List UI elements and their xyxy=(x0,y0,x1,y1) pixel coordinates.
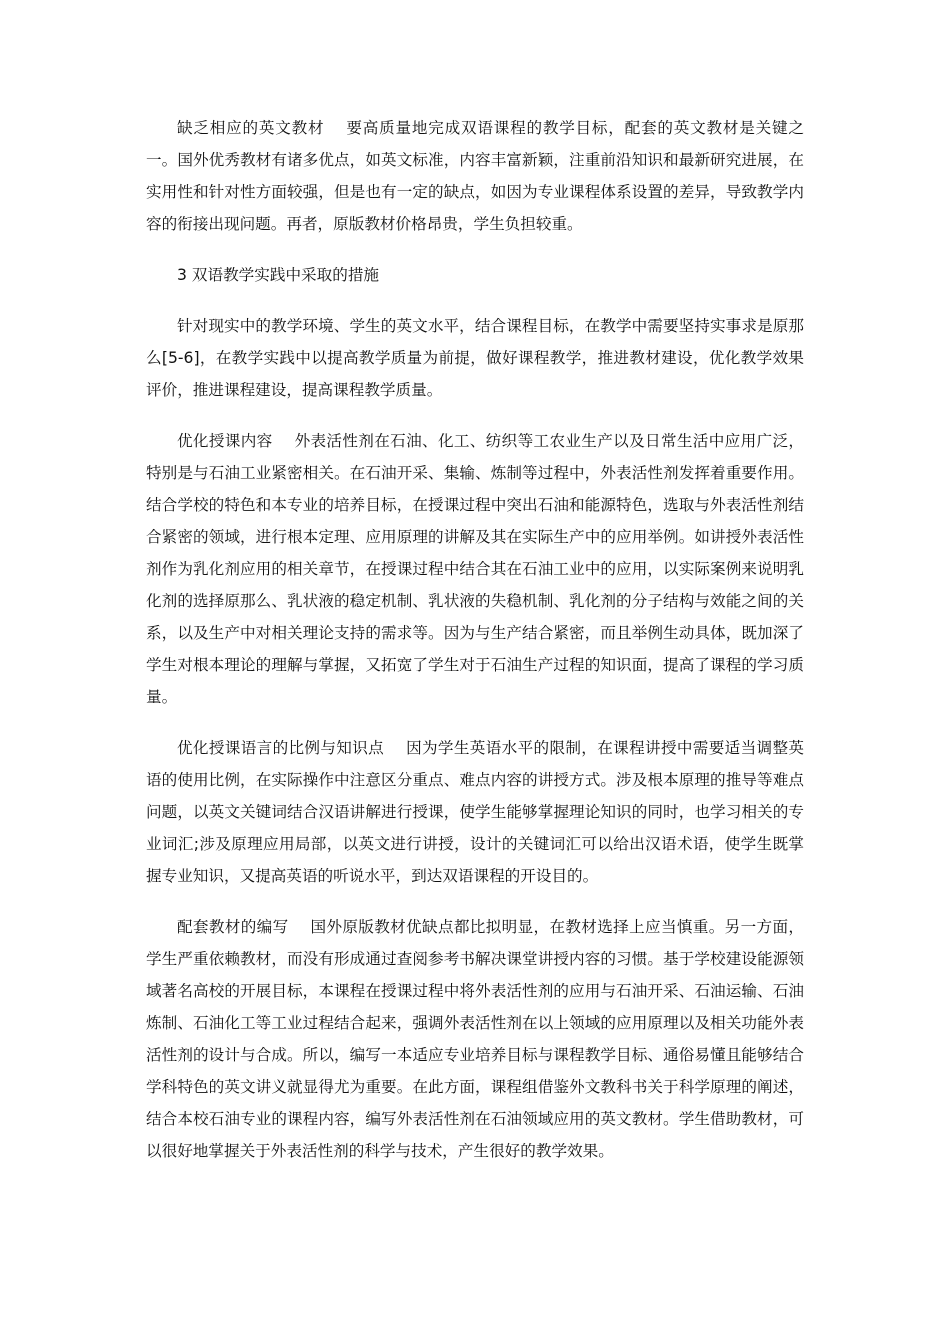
paragraph-text: 外表活性剂在石油、化工、纺织等工农业生产以及日常生活中应用广泛，特别是与石油工业紧密相关。在石油开采、集输、炼制等过程中，外表活性剂发挥着重要作用。结合学校的特色和本专业的培养目标，在授课过程中突出石油和能源特色，选取与外表活性剂结合紧密的领域，进行根本定理、应用原理的讲解及其在实际生产中的应用举例。如讲授外表活性剂作为乳化剂应用的相关章节，在授课过程中结合其在石油工业中的应用，以实际案例来说明乳化剂的选择原那么、乳状液的稳定机制、乳状液的失稳机制、乳化剂的分子结构与效能之间的关系，以及生产中对相关理论支持的需求等。因为与生产结合紧密，而且举例生动具体，既加深了学生对根本理论的理解与掌握，又拓宽了学生对于石油生产过程的知识面，提高了课程的学习质量。 xyxy=(146,432,804,706)
paragraph-lead-title: 配套教材的编写 xyxy=(177,918,289,936)
paragraph-text: 要高质量地完成双语课程的教学目标，配套的英文教材是关键之一。国外优秀教材有诸多优点，如英文标准，内容丰富新颖，注重前沿知识和最新研究进展，在实用性和针对性方面较强，但是也有一定的缺点，如因为专业课程体系设置的差异，导致教学内容的衔接出现问题。再者，原版教材价格昂贵，学生负担较重。 xyxy=(146,119,804,233)
paragraph-optimize-content xyxy=(146,425,804,713)
paragraph-textbook-compilation xyxy=(146,911,804,1167)
paragraph-measures-intro xyxy=(146,310,804,406)
paragraph-lead-title: 缺乏相应的英文教材 xyxy=(177,119,325,137)
paragraph-text: 因为学生英语水平的限制，在课程讲授中需要适当调整英语的使用比例，在实际操作中注意区分重点、难点内容的讲授方式。涉及根本原理的推导等难点问题，以英文关键词结合汉语讲解进行授课，使学生能够掌握理论知识的同时，也学习相关的专业词汇;涉及原理应用局部，以英文进行讲授，设计的关键词汇可以给出汉语术语，使学生既掌握专业知识，又提高英语的听说水平，到达双语课程的开设目的。 xyxy=(146,739,804,885)
paragraph-lead-title: 优化授课语言的比例与知识点 xyxy=(177,739,385,757)
paragraph-text: 国外原版教材优缺点都比拟明显，在教材选择上应当慎重。另一方面，学生严重依赖教材，而没有形成通过查阅参考书解决课堂讲授内容的习惯。基于学校建设能源领域著名高校的开展目标，本课程在授课过程中将外表活性剂的应用与石油开采、石油运输、石油炼制、石油化工等工业过程结合起来，强调外表活性剂在以上领域的应用原理以及相关功能外表活性剂的设计与合成。所以，编写一本适应专业培养目标与课程教学目标、通俗易懂且能够结合学科特色的英文讲义就显得尤为重要。在此方面，课程组借鉴外文教科书关于科学原理的阐述，结合本校石油专业的课程内容，编写外表活性剂在石油领域应用的英文教材。学生借助教材，可以很好地掌握关于外表活性剂的科学与技术，产生很好的教学效果。 xyxy=(146,918,804,1160)
paragraph-text: 针对现实中的教学环境、学生的英文水平，结合课程目标，在教学中需要坚持实事求是原那么[5-6]，在教学实践中以提高教学质量为前提，做好课程教学，推进教材建设，优化教学效果评价，推进课程建设，提高课程教学质量。 xyxy=(146,317,804,399)
section-heading: 3 双语教学实践中采取的措施 xyxy=(177,266,380,284)
paragraph-lead-title: 优化授课内容 xyxy=(177,432,273,450)
document-body xyxy=(146,112,804,1186)
paragraph-textbook-shortage xyxy=(146,112,804,240)
paragraph-language-ratio xyxy=(146,732,804,892)
